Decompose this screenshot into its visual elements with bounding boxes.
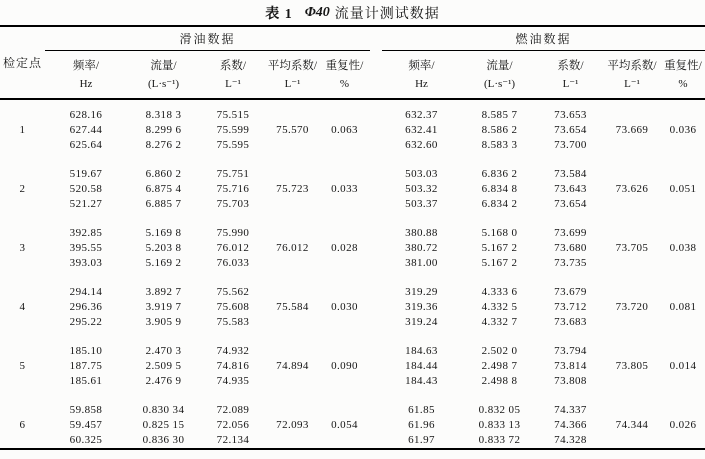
lube-avg: [266, 226, 319, 241]
fuel-rep: [661, 108, 705, 123]
fuel-avg: [603, 344, 661, 359]
spacer-cell: [0, 271, 705, 285]
col-name: 平均系数/: [267, 59, 318, 72]
table-row: [0, 418, 705, 433]
lube-coef: 75.751: [216, 168, 250, 180]
lube-freq: 187.75: [69, 360, 103, 372]
fuel-flow: 6.836 2: [481, 168, 518, 180]
fuel-flow: 4.332 5: [481, 301, 518, 313]
lube-coef: 72.056: [216, 419, 250, 431]
fuel-coef: 73.735: [554, 257, 587, 269]
lube-rep: [319, 403, 370, 418]
fuel-rep: 0.036: [669, 124, 697, 136]
lube-freq: 628.16: [69, 109, 103, 121]
fuel-freq: 381.00: [405, 257, 438, 269]
lube-coef: 72.134: [216, 434, 250, 446]
lube-freq: 296.36: [69, 301, 103, 313]
lube-flow: 0.836 30: [142, 434, 185, 446]
fuel-freq: 632.41: [405, 124, 438, 136]
lube-rep: [319, 374, 370, 389]
table-number: 表 1: [265, 6, 293, 22]
column-gap: [370, 226, 382, 241]
column-gap: [370, 108, 382, 123]
spacer-cell: [0, 153, 705, 167]
point-cell: [0, 285, 45, 300]
fuel-flow: 6.834 2: [481, 198, 518, 210]
point-cell: [0, 344, 45, 359]
column-gap: [370, 344, 382, 359]
lube-avg: 75.570: [276, 124, 309, 136]
lube-rep: [319, 167, 370, 182]
lube-avg: 74.894: [276, 360, 309, 372]
fuel-rep: 0.038: [669, 242, 697, 254]
point-cell: [0, 138, 45, 153]
table-row: [0, 108, 705, 123]
fuel-freq: 503.32: [405, 183, 438, 195]
table-row: [0, 315, 705, 330]
spacer-row: [0, 330, 705, 344]
column-gap: [370, 51, 382, 100]
fuel-freq: 632.37: [405, 109, 438, 121]
lube-rep: [319, 197, 370, 212]
lube-freq: 294.14: [69, 286, 103, 298]
col-name: 频率/: [408, 59, 435, 72]
fuel-flow: 8.585 7: [481, 109, 518, 121]
col-header-fuel-frequency: [382, 51, 461, 100]
col-header-lube-frequency: [45, 51, 127, 100]
fuel-flow: 8.583 3: [481, 139, 518, 151]
table-row: [0, 138, 705, 153]
lube-flow: 8.299 6: [145, 124, 182, 136]
lube-rep: [319, 285, 370, 300]
stub-header: 检定点: [0, 26, 45, 99]
point-cell: 3: [19, 242, 26, 254]
lube-flow: 8.276 2: [145, 139, 182, 151]
table-row: [0, 433, 705, 449]
column-gap: [370, 418, 382, 433]
lube-freq: 395.55: [69, 242, 103, 254]
fuel-avg: [603, 108, 661, 123]
lube-avg: [266, 138, 319, 153]
lube-flow: 6.875 4: [145, 183, 182, 195]
fuel-coef: 74.366: [554, 419, 587, 431]
point-cell: [0, 374, 45, 389]
lube-avg: [266, 433, 319, 449]
fuel-flow: 2.498 7: [481, 360, 518, 372]
lube-rep: 0.028: [331, 242, 358, 254]
spacer-row: [0, 153, 705, 167]
col-name: 频率/: [72, 59, 100, 72]
lube-flow: 3.905 9: [145, 316, 182, 328]
table-row: [0, 300, 705, 315]
lube-avg: [266, 285, 319, 300]
col-name: 系数/: [557, 59, 584, 72]
fuel-flow: 2.498 8: [481, 375, 518, 387]
lube-coef: 75.599: [216, 124, 250, 136]
col-unit: %: [678, 77, 688, 90]
fuel-rep: [661, 167, 705, 182]
fuel-coef: 73.654: [554, 124, 587, 136]
spacer-row: [0, 99, 705, 108]
column-gap: [370, 374, 382, 389]
lube-flow: 3.919 7: [145, 301, 182, 313]
table-row: [0, 256, 705, 271]
fuel-freq: 61.97: [408, 434, 435, 446]
fuel-rep: [661, 433, 705, 449]
lube-flow: 0.825 15: [142, 419, 185, 431]
lube-avg: [266, 256, 319, 271]
column-gap: [370, 197, 382, 212]
fuel-flow: 2.502 0: [481, 345, 518, 357]
column-gap: [370, 123, 382, 138]
fuel-avg: [603, 138, 661, 153]
lube-freq: 60.325: [69, 434, 103, 446]
lube-coef: 74.816: [216, 360, 250, 372]
table-row: [0, 241, 705, 256]
col-unit: (L·s⁻¹): [147, 77, 180, 90]
table-row: [0, 285, 705, 300]
fuel-freq: 503.03: [405, 168, 438, 180]
lube-coef: 74.932: [216, 345, 250, 357]
lube-rep: [319, 226, 370, 241]
fuel-rep: [661, 285, 705, 300]
fuel-freq: 319.29: [405, 286, 438, 298]
column-gap: [370, 359, 382, 374]
point-cell: [0, 167, 45, 182]
caption-text: 流量计测试数据: [334, 6, 440, 22]
lube-flow: 6.860 2: [145, 168, 182, 180]
spacer-row: [0, 212, 705, 226]
table-row: [0, 374, 705, 389]
fuel-rep: [661, 197, 705, 212]
col-header-fuel-repeatability: [661, 51, 705, 100]
lube-coef: 75.562: [216, 286, 250, 298]
point-cell: [0, 226, 45, 241]
lube-rep: [319, 344, 370, 359]
lube-coef: 75.608: [216, 301, 250, 313]
fuel-avg: [603, 374, 661, 389]
fuel-coef: 74.337: [554, 404, 587, 416]
measurement-table: [0, 25, 705, 450]
column-gap: [370, 315, 382, 330]
fuel-avg: 74.344: [615, 419, 649, 431]
lube-flow: 6.885 7: [145, 198, 182, 210]
fuel-rep: 0.051: [669, 183, 697, 195]
lube-avg: [266, 108, 319, 123]
flowmeter-model: Φ40: [304, 4, 330, 20]
column-gap: [370, 182, 382, 197]
col-header-lube-flow: [127, 51, 200, 100]
fuel-coef: 73.653: [554, 109, 587, 121]
col-header-lube-avg-coefficient: [266, 51, 319, 100]
lube-avg: [266, 344, 319, 359]
table-caption: [0, 0, 705, 25]
fuel-avg: 73.805: [615, 360, 649, 372]
table-row: [0, 123, 705, 138]
lube-freq: 185.10: [69, 345, 103, 357]
fuel-freq: 632.60: [405, 139, 438, 151]
lube-flow: 2.470 3: [145, 345, 182, 357]
col-unit: Hz: [79, 77, 93, 90]
fuel-flow: 4.333 6: [481, 286, 518, 298]
fuel-rep: 0.081: [669, 301, 697, 313]
col-unit: L⁻¹: [624, 77, 640, 90]
column-gap: [370, 433, 382, 449]
lube-rep: [319, 433, 370, 449]
fuel-coef: 73.808: [554, 375, 587, 387]
point-cell: 5: [19, 360, 26, 372]
fuel-flow: 0.833 13: [478, 419, 521, 431]
lube-rep: 0.054: [331, 419, 358, 431]
point-cell: 2: [19, 183, 26, 195]
fuel-avg: 73.669: [615, 124, 649, 136]
fuel-freq: 380.72: [405, 242, 438, 254]
fuel-avg: [603, 433, 661, 449]
lube-freq: 393.03: [69, 257, 103, 269]
col-unit: %: [339, 77, 350, 90]
col-unit: (L·s⁻¹): [483, 77, 516, 90]
lube-coef: 76.033: [216, 257, 250, 269]
lube-flow: 5.169 2: [145, 257, 182, 269]
fuel-rep: [661, 256, 705, 271]
fuel-flow: 0.833 72: [478, 434, 521, 446]
fuel-coef: 73.712: [554, 301, 587, 313]
lube-rep: [319, 256, 370, 271]
point-cell: 1: [19, 124, 26, 136]
group-header-fuel: 燃油数据: [382, 26, 705, 51]
fuel-freq: 184.63: [405, 345, 438, 357]
fuel-coef: 73.700: [554, 139, 587, 151]
fuel-avg: [603, 285, 661, 300]
lube-avg: 75.584: [276, 301, 309, 313]
col-name: 平均系数/: [607, 59, 657, 72]
fuel-flow: 0.832 05: [478, 404, 521, 416]
fuel-freq: 319.36: [405, 301, 438, 313]
col-name: 系数/: [219, 59, 247, 72]
lube-coef: 75.716: [216, 183, 250, 195]
col-unit: L⁻¹: [284, 77, 301, 90]
col-header-fuel-coefficient: [538, 51, 603, 100]
lube-avg: [266, 197, 319, 212]
lube-freq: 625.64: [69, 139, 103, 151]
spacer-row: [0, 271, 705, 285]
fuel-freq: 61.96: [408, 419, 435, 431]
lube-flow: 5.169 8: [145, 227, 182, 239]
fuel-coef: 73.643: [554, 183, 587, 195]
fuel-rep: [661, 403, 705, 418]
lube-coef: 72.089: [216, 404, 250, 416]
lube-freq: 59.858: [69, 404, 103, 416]
fuel-coef: 73.683: [554, 316, 587, 328]
fuel-freq: 184.43: [405, 375, 438, 387]
fuel-freq: 319.24: [405, 316, 438, 328]
fuel-rep: [661, 374, 705, 389]
table-row: [0, 182, 705, 197]
lube-rep: [319, 138, 370, 153]
fuel-coef: 73.679: [554, 286, 587, 298]
fuel-avg: 73.705: [615, 242, 649, 254]
col-header-fuel-avg-coefficient: [603, 51, 661, 100]
col-name: 流量/: [486, 59, 513, 72]
lube-flow: 8.318 3: [145, 109, 182, 121]
point-cell: [0, 256, 45, 271]
column-gap: [370, 138, 382, 153]
fuel-rep: 0.014: [669, 360, 697, 372]
group-header-row: [0, 26, 705, 51]
col-header-fuel-flow: [461, 51, 538, 100]
point-cell: [0, 315, 45, 330]
table-row: [0, 197, 705, 212]
table-row: [0, 226, 705, 241]
lube-freq: 520.58: [69, 183, 103, 195]
lube-freq: 521.27: [69, 198, 103, 210]
col-unit: L⁻¹: [562, 77, 579, 90]
fuel-freq: 61.85: [408, 404, 435, 416]
lube-rep: 0.033: [331, 183, 358, 195]
lube-coef: 75.515: [216, 109, 250, 121]
group-header-lube: 滑油数据: [45, 26, 370, 51]
fuel-coef: 74.328: [554, 434, 587, 446]
lube-rep: 0.090: [331, 360, 358, 372]
fuel-freq: 503.37: [405, 198, 438, 210]
fuel-rep: [661, 138, 705, 153]
fuel-flow: 4.332 7: [481, 316, 518, 328]
column-gap: [370, 167, 382, 182]
column-gap: [370, 256, 382, 271]
lube-freq: 295.22: [69, 316, 103, 328]
lube-avg: [266, 403, 319, 418]
fuel-rep: [661, 226, 705, 241]
lube-avg: [266, 374, 319, 389]
fuel-freq: 380.88: [405, 227, 438, 239]
fuel-avg: 73.720: [615, 301, 649, 313]
col-name: 流量/: [150, 59, 177, 72]
lube-avg: 75.723: [276, 183, 309, 195]
column-gap: [370, 403, 382, 418]
fuel-flow: 6.834 8: [481, 183, 518, 195]
lube-freq: 59.457: [69, 419, 103, 431]
table-row: [0, 344, 705, 359]
column-gap: [370, 300, 382, 315]
column-gap: [370, 285, 382, 300]
lube-rep: 0.063: [331, 124, 358, 136]
point-cell: [0, 197, 45, 212]
fuel-coef: 73.654: [554, 198, 587, 210]
spacer-cell: [0, 99, 705, 108]
lube-freq: 627.44: [69, 124, 103, 136]
lube-rep: [319, 315, 370, 330]
lube-avg: 76.012: [276, 242, 309, 254]
table-row: [0, 359, 705, 374]
fuel-rep: [661, 344, 705, 359]
lube-flow: 0.830 34: [142, 404, 185, 416]
lube-flow: 3.892 7: [145, 286, 182, 298]
point-cell: 6: [19, 419, 26, 431]
point-cell: 4: [19, 301, 26, 313]
spacer-cell: [0, 389, 705, 403]
fuel-coef: 73.699: [554, 227, 587, 239]
lube-freq: 519.67: [69, 168, 103, 180]
lube-coef: 75.595: [216, 139, 250, 151]
spacer-cell: [0, 330, 705, 344]
fuel-flow: 8.586 2: [481, 124, 518, 136]
lube-coef: 75.583: [216, 316, 250, 328]
fuel-avg: 73.626: [615, 183, 649, 195]
group-gap: [370, 26, 382, 51]
fuel-flow: 5.167 2: [481, 242, 518, 254]
lube-rep: 0.030: [331, 301, 358, 313]
fuel-flow: 5.168 0: [481, 227, 518, 239]
lube-freq: 185.61: [69, 375, 103, 387]
fuel-avg: [603, 197, 661, 212]
col-header-lube-repeatability: [319, 51, 370, 100]
lube-avg: [266, 167, 319, 182]
table-row: [0, 403, 705, 418]
lube-flow: 5.203 8: [145, 242, 182, 254]
point-cell: [0, 403, 45, 418]
point-cell: [0, 108, 45, 123]
spacer-row: [0, 389, 705, 403]
point-cell: [0, 433, 45, 449]
table-row: [0, 167, 705, 182]
fuel-coef: 73.794: [554, 345, 587, 357]
col-unit: Hz: [415, 77, 428, 90]
col-header-lube-coefficient: [200, 51, 266, 100]
fuel-rep: [661, 315, 705, 330]
fuel-avg: [603, 226, 661, 241]
fuel-avg: [603, 167, 661, 182]
fuel-coef: 73.814: [554, 360, 587, 372]
lube-coef: 76.012: [216, 242, 250, 254]
lube-flow: 2.476 9: [145, 375, 182, 387]
lube-avg: 72.093: [276, 419, 309, 431]
col-name: 重复性/: [325, 59, 364, 72]
col-unit: L⁻¹: [225, 77, 241, 90]
spacer-cell: [0, 212, 705, 226]
lube-flow: 2.509 5: [145, 360, 182, 372]
lube-freq: 392.85: [69, 227, 103, 239]
fuel-coef: 73.584: [554, 168, 587, 180]
fuel-freq: 184.44: [405, 360, 438, 372]
fuel-avg: [603, 403, 661, 418]
fuel-avg: [603, 315, 661, 330]
lube-coef: 75.990: [216, 227, 250, 239]
lube-coef: 75.703: [216, 198, 250, 210]
fuel-avg: [603, 256, 661, 271]
fuel-flow: 5.167 2: [481, 257, 518, 269]
lube-coef: 74.935: [216, 375, 250, 387]
column-gap: [370, 241, 382, 256]
lube-rep: [319, 108, 370, 123]
col-name: 重复性/: [664, 59, 702, 72]
fuel-rep: 0.026: [669, 419, 697, 431]
fuel-coef: 73.680: [554, 242, 587, 254]
column-header-row: [0, 51, 705, 100]
lube-avg: [266, 315, 319, 330]
